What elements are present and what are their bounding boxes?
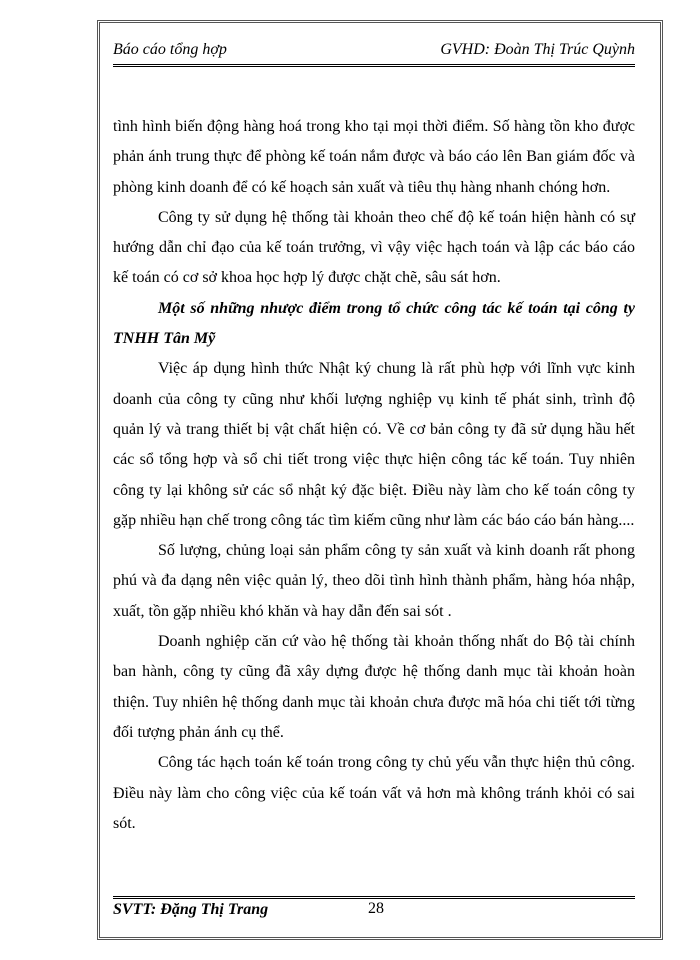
paragraph: Công ty sử dụng hệ thống tài khoản theo chế độ kế toán hiện hành có sự hướng dẫn chỉ đạo của kế toán trưởng, vì vậy việc hạch toán và lập các báo cáo kế toán có cơ sở khoa học hợp lý được chặt chẽ, sâu sát hơn. — [113, 208, 635, 287]
paragraph: Việc áp dụng hình thức Nhật ký chung là rất phù hợp với lĩnh vực kinh doanh của công ty cũng như khối lượng nghiệp vụ kinh tế phát sinh, trình độ quản lý và trang thiết bị vật chất hiện có. Về cơ bản công ty đã sử dụng hầu hết các sổ tổng hợp và sổ chi tiết trong việc thực hiện công tác kế toán. Tuy nhiên công ty lại không sử các sổ nhật ký đặc biệt. Điều này làm cho kế toán công ty gặp nhiều hạn chế trong công tác tìm kiếm cũng như làm các báo cáo bán hàng.... — [113, 360, 635, 529]
report-title: Báo cáo tổng hợp — [113, 41, 227, 58]
document-body — [113, 112, 635, 839]
supervisor-name: GVHD: Đoàn Thị Trúc Quỳnh — [440, 41, 635, 58]
paragraph: Doanh nghiệp căn cứ vào hệ thống tài khoản thống nhất do Bộ tài chính ban hành, công ty cũng đã xây dựng được hệ thống danh mục tài khoản hoàn thiện. Tuy nhiên hệ thống danh mục tài khoản chưa được mã hóa chi tiết tới từng đối tượng phản ánh cụ thể. — [113, 633, 635, 741]
paragraph: Công tác hạch toán kế toán trong công ty chủ yếu vẫn thực hiện thủ công. Điều này làm cho công việc của kế toán vất vả hơn mà không tránh khỏi có sai sót. — [113, 754, 635, 832]
page-header — [113, 40, 635, 60]
header-rule — [113, 64, 635, 67]
paragraph-continuation: tình hình biến động hàng hoá trong kho tại mọi thời điểm. Số hàng tồn kho được phản ánh trung thực để phòng kế toán nắm được và báo cáo lên Ban giám đốc và phòng kinh doanh để có kế hoạch sản xuất và tiêu thụ hàng nhanh chóng hơn. — [113, 118, 635, 196]
paragraph: Số lượng, chủng loại sản phẩm công ty sản xuất và kinh doanh rất phong phú và đa dạng nên việc quản lý, theo dõi tình hình thành phẩm, hàng hóa nhập, xuất, tồn gặp nhiều khó khăn và hay dẫn đến sai sót . — [113, 542, 635, 620]
section-heading: Một số những nhược điểm trong tổ chức công tác kế toán tại công ty TNHH Tân Mỹ — [113, 299, 635, 348]
page-number: 28 — [368, 900, 384, 917]
student-name: SVTT: Đặng Thị Trang — [113, 901, 269, 918]
